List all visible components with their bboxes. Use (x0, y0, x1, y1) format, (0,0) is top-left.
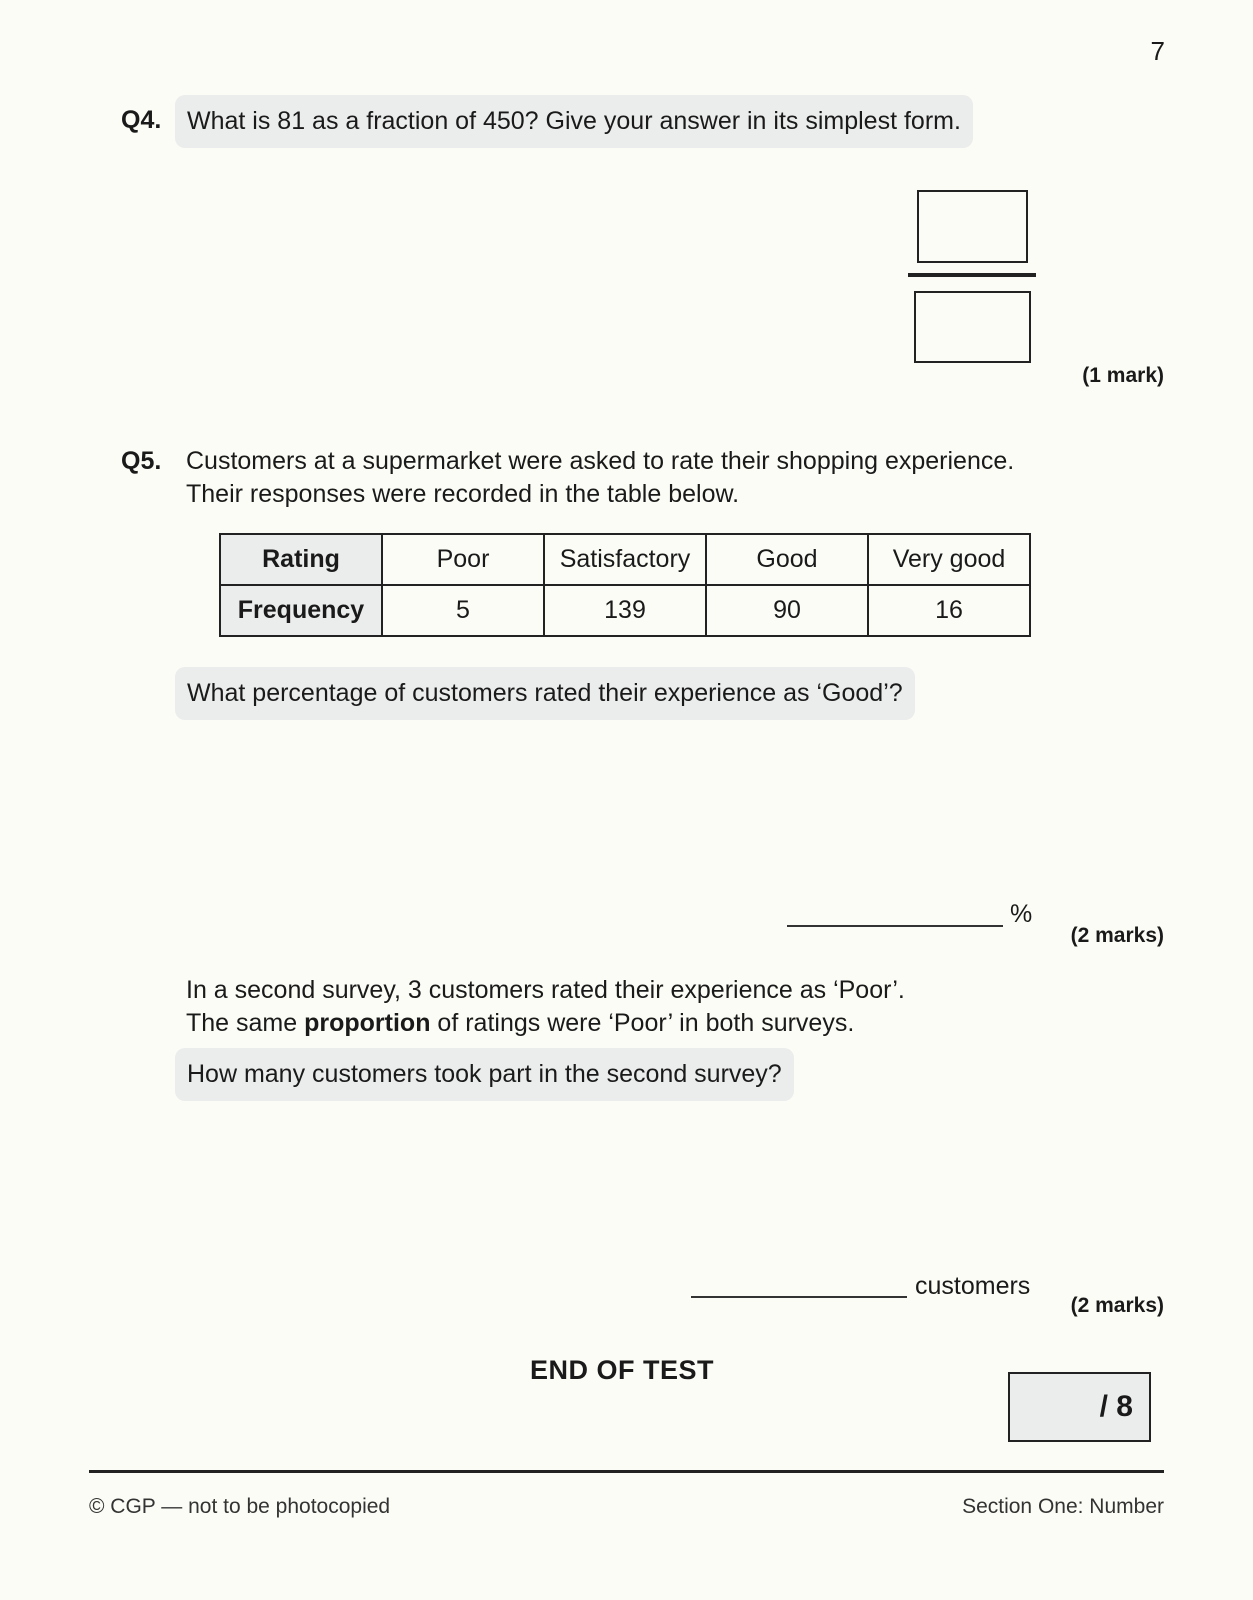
frequency-cell: 90 (706, 585, 868, 636)
q5-part-a-question: What percentage of customers rated their experience as ‘Good’? (175, 667, 915, 720)
frequency-cell: 5 (382, 585, 544, 636)
proportion-keyword: proportion (304, 1009, 431, 1037)
numerator-answer-box[interactable] (917, 190, 1028, 263)
q5-intro-line2: Their responses were recorded in the table below. (186, 480, 740, 508)
section-title: Section One: Number (962, 1495, 1164, 1518)
frequency-cell: 16 (868, 585, 1030, 636)
fraction-bar (908, 273, 1036, 277)
q4-marks: (1 mark) (1082, 364, 1164, 387)
customers-unit: customers (915, 1272, 1031, 1300)
q5-part-a-marks: (2 marks) (1070, 924, 1164, 947)
rating-cell: Poor (382, 534, 544, 585)
q5-part-b-line1: In a second survey, 3 customers rated their experience as ‘Poor’. (186, 976, 905, 1004)
end-of-test: END OF TEST (530, 1355, 715, 1385)
q5-number: Q5. (121, 447, 162, 475)
q5-part-b-line2 (186, 1007, 854, 1040)
percent-unit: % (1010, 900, 1033, 928)
rating-row (220, 534, 1030, 585)
rating-cell: Satisfactory (544, 534, 706, 585)
frequency-row (220, 585, 1030, 636)
score-box: / 8 (1008, 1372, 1151, 1442)
frequency-header: Frequency (220, 585, 382, 636)
q5-part-b-question: How many customers took part in the second survey? (175, 1048, 794, 1101)
denominator-answer-box[interactable] (914, 291, 1031, 363)
q5-part-b-line2-pre: The same (186, 1009, 305, 1037)
q5-part-b-line2-post: of ratings were ‘Poor’ in both surveys. (430, 1009, 855, 1037)
customers-answer-line[interactable] (691, 1296, 907, 1298)
q4-number: Q4. (121, 106, 162, 134)
footer-divider (89, 1470, 1164, 1473)
percentage-answer-line[interactable] (787, 925, 1003, 927)
page-number: 7 (1150, 36, 1165, 66)
rating-cell: Good (706, 534, 868, 585)
copyright-notice: © CGP — not to be photocopied (89, 1495, 391, 1518)
rating-header: Rating (220, 534, 382, 585)
q5-part-b-marks: (2 marks) (1070, 1294, 1164, 1317)
q4-question: What is 81 as a fraction of 450? Give your answer in its simplest form. (175, 95, 973, 148)
rating-cell: Very good (868, 534, 1030, 585)
frequency-cell: 139 (544, 585, 706, 636)
q5-intro-line1: Customers at a supermarket were asked to rate their shopping experience. (186, 447, 1015, 475)
frequency-table (219, 533, 1031, 637)
